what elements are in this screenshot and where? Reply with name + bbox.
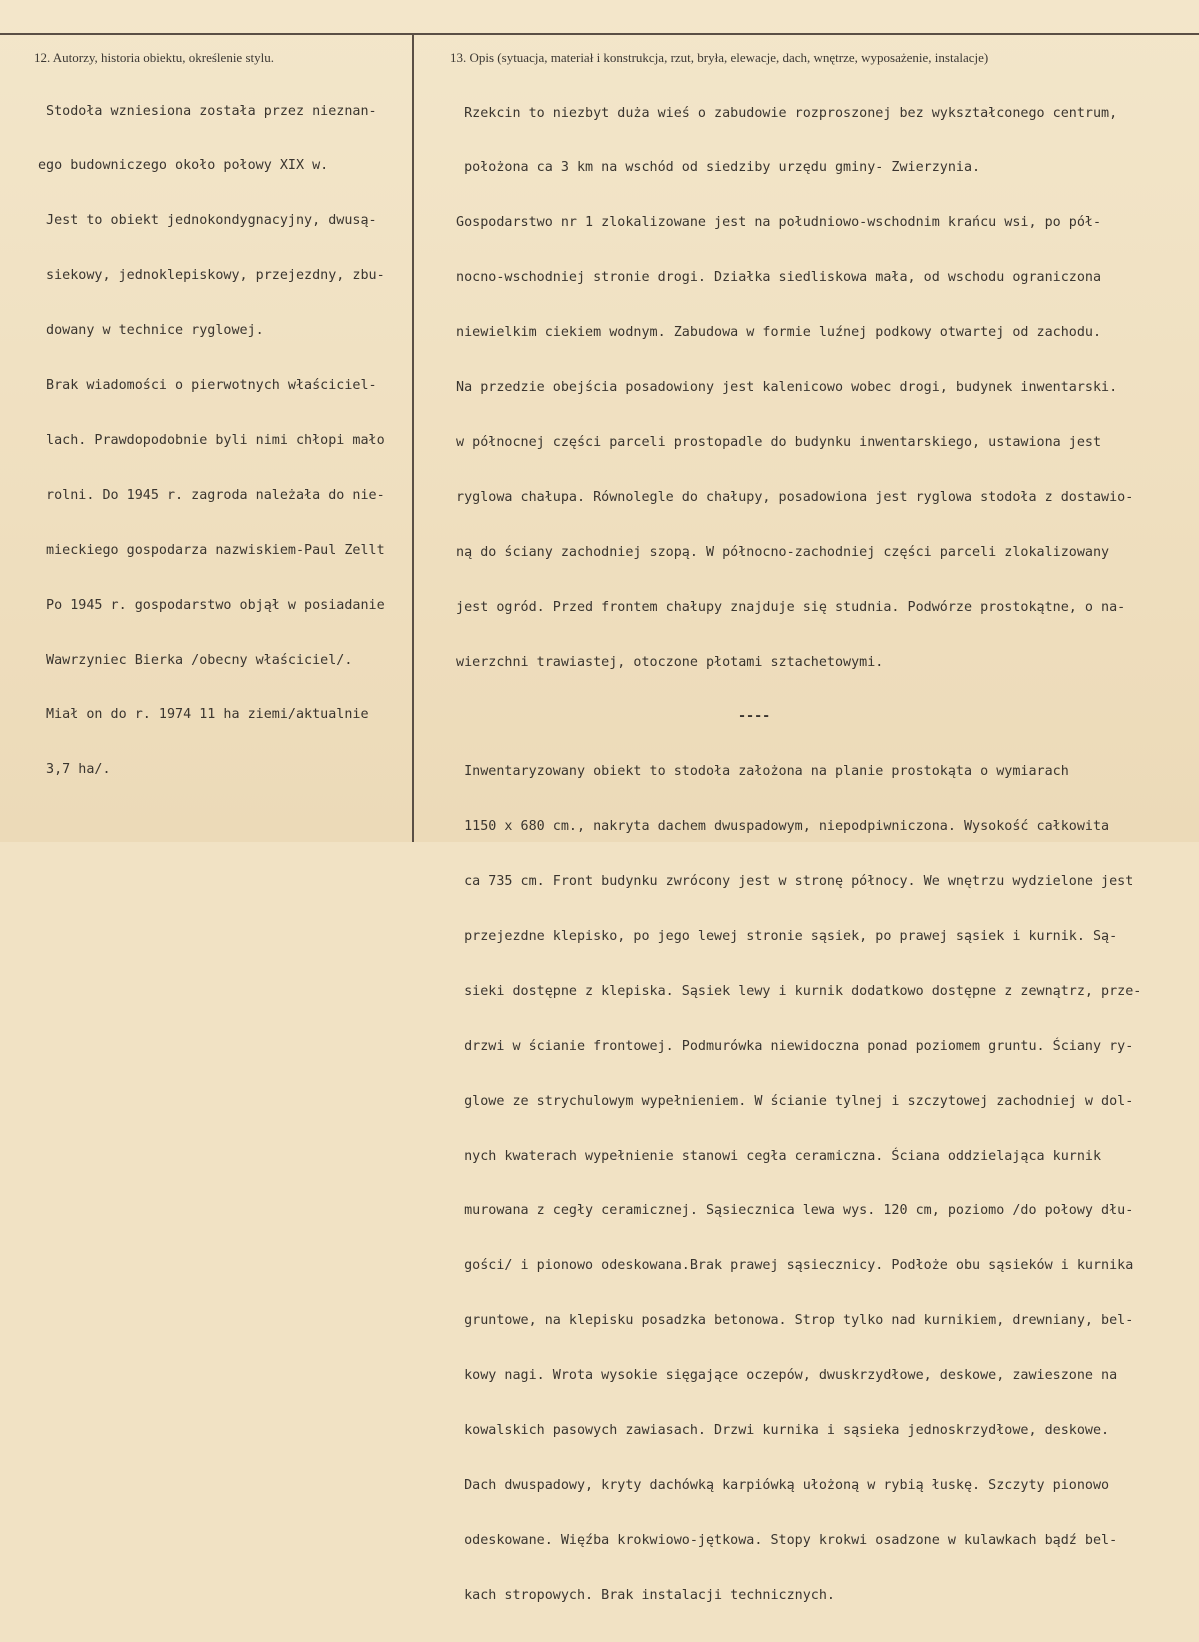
paragraph-separator: ---- [738, 709, 771, 725]
history-line: rolni. Do 1945 r. zagroda należała do nie- [38, 487, 385, 503]
description-line: nocno-wschodniej stronie drogi. Działka siedliskowa mała, od wschodu ograniczona [448, 270, 1102, 286]
description-line: jest ogród. Przed frontem chałupy znajduje się studnia. Podwórze prostokątne, o na- [448, 599, 1126, 615]
section-12-heading: 12. Autorzy, historia obiektu, określenie stylu. [34, 50, 274, 65]
history-line: Wawrzyniec Bierka /obecny właściciel/. [38, 652, 353, 668]
column-divider [412, 33, 414, 842]
description-line: ną do ściany zachodniej szopą. W północno-zachodniej części parceli zlokalizowany [448, 544, 1110, 560]
description-line: kowalskich pasowych zawiasach. Drzwi kurnika i sąsieka jednoskrzydłowe, deskowe. [448, 1422, 1110, 1438]
description-line: ryglowa chałupa. Równolegle do chałupy, posadowiona jest ryglowa stodoła z dostawio- [448, 489, 1134, 505]
section-13-heading: 13. Opis (sytuacja, materiał i konstrukcja, rzut, bryła, elewacje, dach, wnętrze, wyposażenie, instalacje) [450, 50, 989, 65]
description-line: drzwi w ścianie frontowej. Podmurówka niewidoczna ponad poziomem gruntu. Ściany ry- [448, 1038, 1134, 1054]
description-line: Na przedzie obejścia posadowiony jest kalenicowo wobec drogi, budynek inwentarski. [448, 380, 1118, 396]
description-line: 1150 x 680 cm., nakryta dachem dwuspadowym, niepodpiwniczona. Wysokość całkowita [448, 819, 1110, 835]
description-line: położona ca 3 km na wschód od siedziby urzędu gminy- Zwierzynia. [448, 160, 981, 176]
description-line: niewielkim ciekiem wodnym. Zabudowa w formie luźnej podkowy otwartej od zachodu. [448, 325, 1102, 341]
description-line: murowana z cegły ceramicznej. Sąsiecznica lewa wys. 120 cm, poziomo /do połowy dłu- [448, 1203, 1134, 1219]
description-line: wierzchni trawiastej, otoczone płotami sztachetowymi. [448, 654, 884, 670]
description-line: Gospodarstwo nr 1 zlokalizowane jest na południowo-wschodnim krańcu wsi, po pół- [448, 215, 1102, 231]
description-line: gruntowe, na klepisku posadzka betonowa. Strop tylko nad kurnikiem, drewniany, bel- [448, 1313, 1134, 1329]
history-line: Miał on do r. 1974 11 ha ziemi/aktualnie [38, 707, 369, 723]
history-line: Brak wiadomości o pierwotnych właściciel- [38, 378, 377, 394]
description-line: kowy nagi. Wrota wysokie sięgające oczepów, dwuskrzydłowe, deskowe, zawieszone na [448, 1368, 1118, 1384]
description-line: w północnej części parceli prostopadle do budynku inwentarskiego, ustawiona jest [448, 434, 1102, 450]
history-line: ego budowniczego około połowy XIX w. [38, 158, 329, 174]
history-line: Stodoła wzniesiona została przez nieznan- [38, 103, 377, 119]
history-text [38, 66, 408, 816]
description-line: gości/ i pionowo odeskowana.Brak prawej sąsiecznicy. Podłoże obu sąsieków i kurnika [448, 1258, 1134, 1274]
description-line: Rzekcin to niezbyt duża wieś o zabudowie rozproszonej bez wykształconego centrum, [448, 105, 1118, 121]
header-rule [0, 33, 1199, 35]
history-line: Po 1945 r. gospodarstwo objął w posiadanie [38, 597, 385, 613]
description-line: glowe ze strychulowym wypełnieniem. W ścianie tylnej i szczytowej zachodniej w dol- [448, 1093, 1134, 1109]
history-line: lach. Prawdopodobnie byli nimi chłopi mało [38, 432, 385, 448]
history-line: dowany w technice ryglowej. [38, 323, 264, 339]
description-line: kach stropowych. Brak instalacji technicznych. [448, 1587, 835, 1603]
history-line: 3,7 ha/. [38, 762, 111, 778]
description-line: odeskowane. Więźba krokwiowo-jętkowa. Stopy krokwi osadzone w kulawkach bądź bel- [448, 1532, 1118, 1548]
history-line: siekowy, jednoklepiskowy, przejezdny, zbu- [38, 268, 385, 284]
description-line: sieki dostępne z klepiska. Sąsiek lewy i kurnik dodatkowo dostępne z zewnątrz, prze- [448, 983, 1142, 999]
description-line: Dach dwuspadowy, kryty dachówką karpiówką ułożoną w rybią łuskę. Szczyty pionowo [448, 1477, 1110, 1493]
description-line: nych kwaterach wypełnienie stanowi cegła ceramiczna. Ściana oddzielająca kurnik [448, 1148, 1102, 1164]
description-line: ca 735 cm. Front budynku zwrócony jest w stronę północy. We wnętrzu wydzielone jest [448, 874, 1134, 890]
description-line: Inwentaryzowany obiekt to stodoła założona na planie prostokąta o wymiarach [448, 764, 1069, 780]
description-line: przejezdne klepisko, po jego lewej stronie sąsiek, po prawej sąsiek i kurnik. Są- [448, 928, 1118, 944]
description-text [448, 68, 1193, 1642]
history-line: mieckiego gospodarza nazwiskiem-Paul Zellt [38, 542, 385, 558]
history-line: Jest to obiekt jednokondygnacyjny, dwusą- [38, 213, 377, 229]
